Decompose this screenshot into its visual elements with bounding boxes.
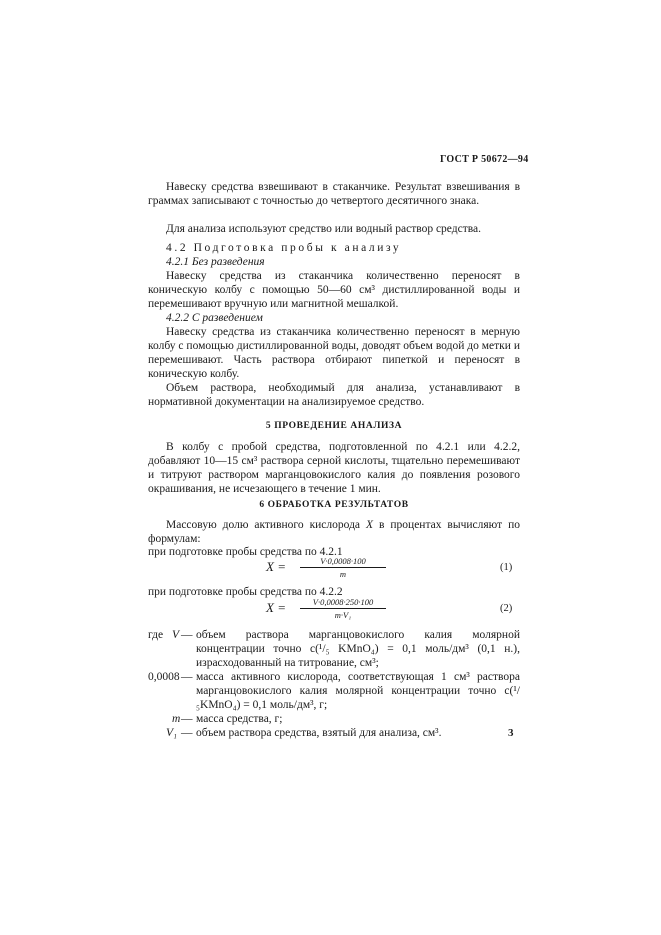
- formula-1-number: (1): [500, 562, 513, 573]
- def-m-text: масса средства, г;: [196, 713, 283, 725]
- formula-2-denominator: m·V₁: [334, 610, 352, 620]
- section-5-title: 5 ПРОВЕДЕНИЕ АНАЛИЗА: [265, 421, 403, 431]
- def-v1-symbol: V₁: [166, 727, 178, 739]
- formula-2-number: (2): [500, 603, 513, 614]
- section-4-2-2-title: 4.2.2 С разведением: [166, 312, 263, 324]
- formula-1-lhs: X =: [266, 559, 286, 574]
- condition-1: при подготовке пробы средства по 4.2.1: [148, 546, 343, 558]
- formula-2-fraction: [300, 597, 386, 620]
- def-v-dash: —: [181, 629, 193, 641]
- def-mass-symbol: 0,0008: [148, 671, 180, 683]
- section-5-text: В колбу с пробой средства, подготовленной по 4.2.1 или 4.2.2, добавляют 10—15 см³ раствора серной кислоты, тщательно перемешивают и титруют раствором марганцовокислого калия до появления розового окрашивания, не исчезающего в течение 1 мин.: [148, 441, 520, 495]
- intro-paragraph-2: Для анализа используют средство или водный раствор средства.: [166, 223, 481, 235]
- section-4-2-title: 4.2 Подготовка пробы к анализу: [166, 242, 402, 254]
- definitions-block: [148, 628, 520, 738]
- formula-1-denominator: m: [339, 569, 347, 579]
- def-m-dash: —: [181, 713, 193, 725]
- formula-2-numerator: V·0,0008·250·100: [300, 597, 386, 609]
- section-6-title: 6 ОБРАБОТКА РЕЗУЛЬТАТОВ: [259, 500, 409, 510]
- intro-paragraph-1: Навеску средства взвешивают в стаканчике. Результат взвешивания в граммах записывают с точностью до четвертого десятичного знака.: [148, 181, 520, 207]
- where-label: где: [148, 629, 164, 641]
- def-v1-text: объем раствора средства, взятый для анализа, см³.: [196, 727, 442, 739]
- section-4-2-2-text: Навеску средства из стаканчика количественно переносят в мерную колбу с помощью дистиллированной воды, доводят объем водой до метки и перемешивают. Часть раствора отбирают пипеткой и переносят в коническую колбу.: [148, 326, 520, 380]
- formula-1-fraction: [300, 556, 386, 579]
- section-4-2-1-title: 4.2.1 Без разведения: [166, 256, 265, 268]
- def-v1-dash: —: [181, 727, 193, 739]
- def-mass-dash: —: [181, 671, 193, 683]
- def-mass-text: масса активного кислорода, соответствующая 1 см³ раствора марганцовокислого калия молярной концентрации точно c(¹/₅KMnO₄) = 0,1 моль/дм³, г;: [196, 671, 520, 711]
- section-6-intro: Массовую долю активного кислорода X в процентах вычисляют по формулам:: [148, 519, 520, 545]
- section-4-2-2-text-2: Объем раствора, необходимый для анализа, устанавливают в нормативной документации на анализируемое средство.: [148, 382, 520, 408]
- page-number: 3: [508, 727, 514, 739]
- section-4-2-1-text: Навеску средства из стаканчика количественно переносят в коническую колбу с помощью 50—60 см³ дистиллированной воды и перемешивают вручную или магнитной мешалкой.: [148, 270, 520, 310]
- def-v-symbol: V: [172, 629, 180, 641]
- formula-1-numerator: V·0,0008·100: [300, 556, 386, 568]
- def-v-text: объем раствора марганцовокислого калия молярной концентрации точно c(¹/₅ KMnO₄) = 0,1 моль/дм³ (0,1 н.), израсходованный на титрование, см³;: [196, 629, 520, 669]
- def-m-symbol: m: [172, 713, 181, 725]
- formula-2-lhs: X =: [266, 600, 286, 615]
- standard-header: ГОСТ Р 50672—94: [440, 154, 529, 165]
- condition-2: при подготовке пробы средства по 4.2.2: [148, 586, 343, 598]
